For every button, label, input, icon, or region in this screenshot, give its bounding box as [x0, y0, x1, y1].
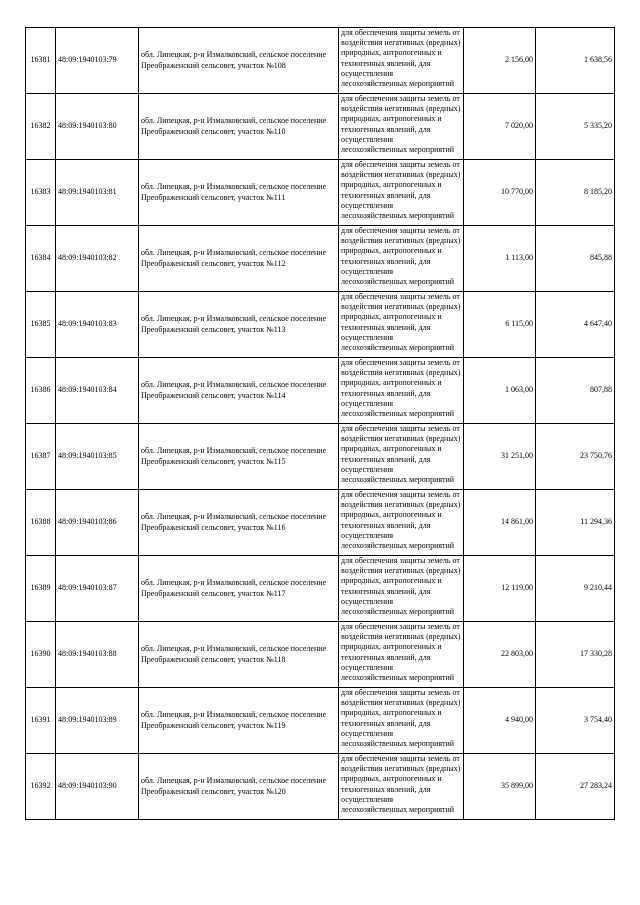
value-cell: 5 335,20	[536, 94, 615, 160]
table-row	[26, 754, 615, 820]
purpose-text: для обеспечения защиты земель от воздействия негативных (вредных) природных, антропогенных и техногенных явлений, для осуществления лесохозяйственных мероприятий	[341, 28, 461, 89]
table-body	[26, 28, 615, 820]
address-cell: обл. Липецкая, р-н Измалковский, сельское поселение Преображенский сельсовет, участок №114	[139, 358, 339, 424]
value-cell: 23 750,76	[536, 424, 615, 490]
table-row	[26, 490, 615, 556]
address-cell: обл. Липецкая, р-н Измалковский, сельское поселение Преображенский сельсовет, участок №112	[139, 226, 339, 292]
purpose-cell	[339, 556, 464, 622]
row-number-cell: 16390	[26, 622, 56, 688]
cadastral-number-cell: 48:09:1940103:87	[56, 556, 139, 622]
cadastral-number-cell: 48:09:1940103:82	[56, 226, 139, 292]
table-row	[26, 28, 615, 94]
area-cell: 22 803,00	[464, 622, 536, 688]
cadastral-number-cell: 48:09:1940103:79	[56, 28, 139, 94]
address-cell: обл. Липецкая, р-н Измалковский, сельское поселение Преображенский сельсовет, участок №117	[139, 556, 339, 622]
address-cell: обл. Липецкая, р-н Измалковский, сельское поселение Преображенский сельсовет, участок №115	[139, 424, 339, 490]
cadastral-number-cell: 48:09:1940103:81	[56, 160, 139, 226]
table-row	[26, 94, 615, 160]
row-number-cell: 16392	[26, 754, 56, 820]
cadastral-number-cell: 48:09:1940103:80	[56, 94, 139, 160]
row-number-cell: 16382	[26, 94, 56, 160]
table-row	[26, 292, 615, 358]
cadastral-number-cell: 48:09:1940103:85	[56, 424, 139, 490]
cadastral-number-cell: 48:09:1940103:83	[56, 292, 139, 358]
purpose-text: для обеспечения защиты земель от воздействия негативных (вредных) природных, антропогенных и техногенных явлений, для осуществления лесохозяйственных мероприятий	[341, 358, 461, 419]
purpose-text: для обеспечения защиты земель от воздействия негативных (вредных) природных, антропогенных и техногенных явлений, для осуществления лесохозяйственных мероприятий	[341, 622, 461, 683]
row-number-cell: 16388	[26, 490, 56, 556]
cadastral-number-cell: 48:09:1940103:88	[56, 622, 139, 688]
table-row	[26, 160, 615, 226]
table-row	[26, 424, 615, 490]
value-cell: 17 330,28	[536, 622, 615, 688]
address-cell: обл. Липецкая, р-н Измалковский, сельское поселение Преображенский сельсовет, участок №110	[139, 94, 339, 160]
value-cell: 4 647,40	[536, 292, 615, 358]
area-cell: 6 115,00	[464, 292, 536, 358]
area-cell: 1 113,00	[464, 226, 536, 292]
table-row	[26, 688, 615, 754]
purpose-text: для обеспечения защиты земель от воздействия негативных (вредных) природных, антропогенных и техногенных явлений, для осуществления лесохозяйственных мероприятий	[341, 424, 461, 485]
purpose-cell	[339, 358, 464, 424]
purpose-cell	[339, 226, 464, 292]
purpose-text: для обеспечения защиты земель от воздействия негативных (вредных) природных, антропогенных и техногенных явлений, для осуществления лесохозяйственных мероприятий	[341, 556, 461, 617]
row-number-cell: 16391	[26, 688, 56, 754]
row-number-cell: 16386	[26, 358, 56, 424]
table-row	[26, 226, 615, 292]
purpose-text: для обеспечения защиты земель от воздействия негативных (вредных) природных, антропогенных и техногенных явлений, для осуществления лесохозяйственных мероприятий	[341, 754, 461, 815]
cadastral-number-cell: 48:09:1940103:89	[56, 688, 139, 754]
cadastral-number-cell: 48:09:1940103:86	[56, 490, 139, 556]
area-cell: 12 119,00	[464, 556, 536, 622]
cadastral-number-cell: 48:09:1940103:84	[56, 358, 139, 424]
value-cell: 1 638,56	[536, 28, 615, 94]
address-cell: обл. Липецкая, р-н Измалковский, сельское поселение Преображенский сельсовет, участок №120	[139, 754, 339, 820]
area-cell: 7 020,00	[464, 94, 536, 160]
address-cell: обл. Липецкая, р-н Измалковский, сельское поселение Преображенский сельсовет, участок №108	[139, 28, 339, 94]
row-number-cell: 16389	[26, 556, 56, 622]
value-cell: 845,88	[536, 226, 615, 292]
table-row	[26, 556, 615, 622]
row-number-cell: 16381	[26, 28, 56, 94]
purpose-cell	[339, 292, 464, 358]
area-cell: 2 156,00	[464, 28, 536, 94]
purpose-text: для обеспечения защиты земель от воздействия негативных (вредных) природных, антропогенных и техногенных явлений, для осуществления лесохозяйственных мероприятий	[341, 160, 461, 221]
area-cell: 14 861,00	[464, 490, 536, 556]
address-cell: обл. Липецкая, р-н Измалковский, сельское поселение Преображенский сельсовет, участок №111	[139, 160, 339, 226]
purpose-cell	[339, 688, 464, 754]
area-cell: 10 770,00	[464, 160, 536, 226]
address-cell: обл. Липецкая, р-н Измалковский, сельское поселение Преображенский сельсовет, участок №116	[139, 490, 339, 556]
row-number-cell: 16383	[26, 160, 56, 226]
table-row	[26, 622, 615, 688]
area-cell: 31 251,00	[464, 424, 536, 490]
land-plots-table	[25, 27, 615, 820]
area-cell: 35 899,00	[464, 754, 536, 820]
table-row	[26, 358, 615, 424]
area-cell: 1 063,00	[464, 358, 536, 424]
address-cell: обл. Липецкая, р-н Измалковский, сельское поселение Преображенский сельсовет, участок №119	[139, 688, 339, 754]
address-cell: обл. Липецкая, р-н Измалковский, сельское поселение Преображенский сельсовет, участок №118	[139, 622, 339, 688]
address-cell: обл. Липецкая, р-н Измалковский, сельское поселение Преображенский сельсовет, участок №113	[139, 292, 339, 358]
value-cell: 9 210,44	[536, 556, 615, 622]
row-number-cell: 16384	[26, 226, 56, 292]
purpose-cell	[339, 424, 464, 490]
purpose-cell	[339, 490, 464, 556]
purpose-cell	[339, 622, 464, 688]
area-cell: 4 940,00	[464, 688, 536, 754]
purpose-cell	[339, 160, 464, 226]
purpose-text: для обеспечения защиты земель от воздействия негативных (вредных) природных, антропогенных и техногенных явлений, для осуществления лесохозяйственных мероприятий	[341, 94, 461, 155]
value-cell: 807,88	[536, 358, 615, 424]
purpose-text: для обеспечения защиты земель от воздействия негативных (вредных) природных, антропогенных и техногенных явлений, для осуществления лесохозяйственных мероприятий	[341, 292, 461, 353]
value-cell: 27 283,24	[536, 754, 615, 820]
value-cell: 8 185,20	[536, 160, 615, 226]
row-number-cell: 16385	[26, 292, 56, 358]
purpose-text: для обеспечения защиты земель от воздействия негативных (вредных) природных, антропогенных и техногенных явлений, для осуществления лесохозяйственных мероприятий	[341, 688, 461, 749]
value-cell: 3 754,40	[536, 688, 615, 754]
purpose-text: для обеспечения защиты земель от воздействия негативных (вредных) природных, антропогенных и техногенных явлений, для осуществления лесохозяйственных мероприятий	[341, 490, 461, 551]
purpose-text: для обеспечения защиты земель от воздействия негативных (вредных) природных, антропогенных и техногенных явлений, для осуществления лесохозяйственных мероприятий	[341, 226, 461, 287]
purpose-cell	[339, 94, 464, 160]
purpose-cell	[339, 754, 464, 820]
cadastral-number-cell: 48:09:1940103:90	[56, 754, 139, 820]
row-number-cell: 16387	[26, 424, 56, 490]
value-cell: 11 294,36	[536, 490, 615, 556]
purpose-cell	[339, 28, 464, 94]
